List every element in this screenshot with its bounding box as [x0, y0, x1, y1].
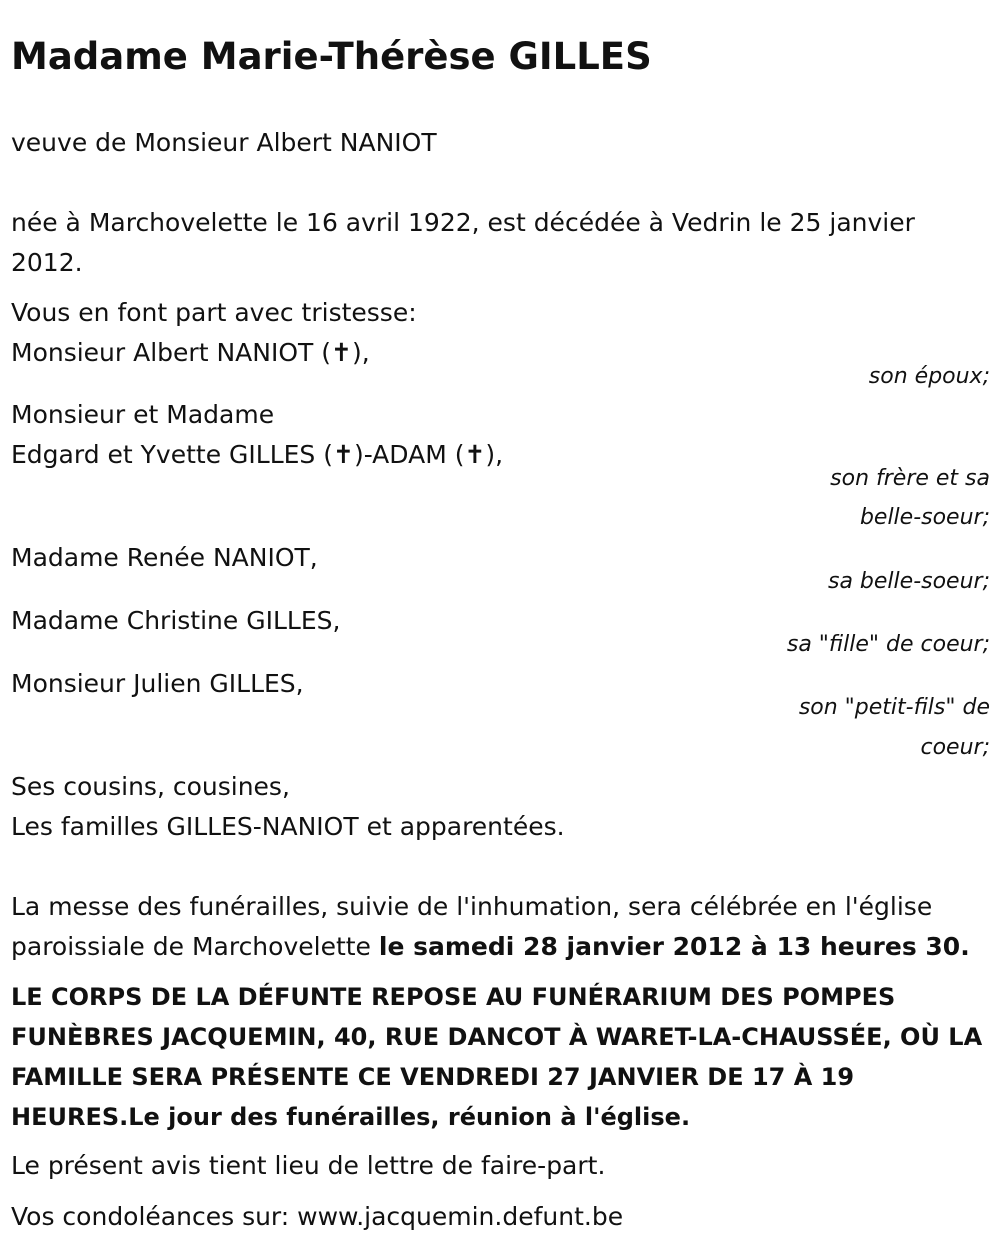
relation-2-line-1: son frère et sa — [830, 466, 990, 491]
mass-line-1: La messe des funérailles, suivie de l'inhumation, sera célébrée en l'église — [11, 892, 933, 921]
relation-5-line-2: coeur; — [920, 735, 990, 760]
member-name-mid: )-ADAM ( — [353, 440, 465, 469]
family-member-3: Madame Renée NANIOT, — [11, 543, 318, 572]
mass-line-2 — [11, 927, 970, 967]
notice-caps: LE CORPS DE LA DÉFUNTE REPOSE AU FUNÉRARIUM DES POMPES FUNÈBRES JACQUEMIN, 40, RUE DANCOT À WARET-LA-CHAUSSÉE, OÙ LA FAMILLE SERA PRÉSENTE CE VENDREDI 27 JANVIER DE 17 À 19 HEURES. — [11, 983, 983, 1131]
member-name-suffix: ), — [351, 338, 370, 367]
mass-location: paroissiale de Marchovelette — [11, 932, 371, 961]
family-member-1 — [11, 333, 370, 373]
cross-icon: ✝ — [333, 440, 354, 469]
families-line: Les familles GILLES-NANIOT et apparentées. — [11, 812, 565, 841]
faire-part-line: Le présent avis tient lieu de lettre de faire-part. — [11, 1151, 606, 1180]
family-member-4: Madame Christine GILLES, — [11, 606, 341, 635]
widow-of-line: veuve de Monsieur Albert NANIOT — [11, 128, 437, 157]
condolences-line: Vos condoléances sur: www.jacquemin.defunt.be — [11, 1202, 624, 1231]
relation-5-line-1: son "petit-fils" de — [798, 695, 990, 720]
cross-icon: ✝ — [464, 440, 486, 469]
cousins-line: Ses cousins, cousines, — [11, 772, 290, 801]
birth-death-line-2: 2012. — [11, 248, 83, 277]
relation-1: son époux; — [868, 364, 990, 389]
cross-icon: ✝ — [330, 338, 352, 367]
family-member-2-line-1: Monsieur et Madame — [11, 400, 275, 429]
member-name: Edgard et Yvette GILLES ( — [11, 440, 333, 469]
relation-3: sa belle-soeur; — [828, 569, 990, 594]
intro-line: Vous en font part avec tristesse: — [11, 298, 417, 327]
page-title: Madame Marie-Thérèse GILLES — [11, 35, 652, 78]
birth-death-line-1: née à Marchovelette le 16 avril 1922, est décédée à Vedrin le 25 janvier — [11, 208, 915, 237]
mass-date-time: le samedi 28 janvier 2012 à 13 heures 30. — [378, 932, 970, 961]
notice-tail: Le jour des funérailles, réunion à l'église. — [128, 1103, 691, 1131]
family-member-5: Monsieur Julien GILLES, — [11, 669, 304, 698]
relation-2-line-2: belle-soeur; — [859, 505, 990, 530]
member-name-suffix: ), — [485, 440, 504, 469]
family-member-2-line-2 — [11, 435, 503, 475]
member-name: Monsieur Albert NANIOT ( — [11, 338, 331, 367]
relation-4: sa "fille" de coeur; — [786, 632, 990, 657]
funerarium-notice — [11, 977, 991, 1137]
